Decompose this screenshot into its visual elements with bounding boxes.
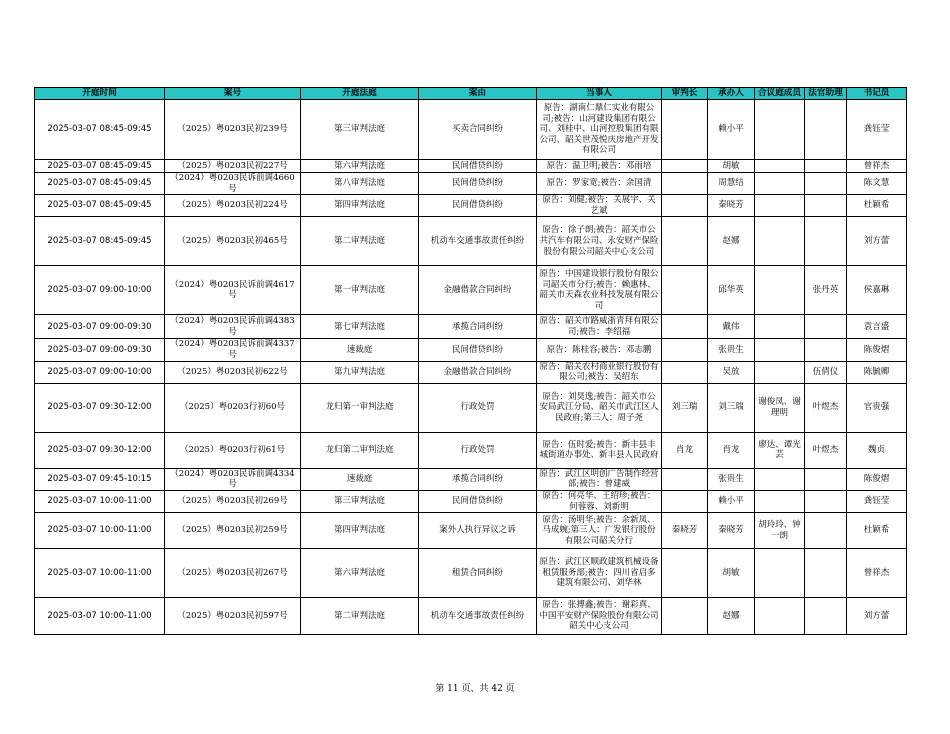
cell-cause: 承揽合同纠纷 (419, 468, 537, 490)
cell-parties: 原告：罗家宽;被告：余国清 (537, 173, 662, 195)
cell-case-no: （2025）粤0203民初224号 (165, 195, 301, 217)
cell-chief-judge (662, 339, 708, 361)
cell-chief-judge (662, 361, 708, 383)
table-row (35, 549, 907, 598)
header-assistant: 法官助理 (805, 88, 847, 100)
cell-parties: 原告：湖南仁鼎仁实业有限公司;被告：山河建设集团有限公司、刘桂中、山河控股集团有限公司、韶关世茂悦庆房地产开发有限公司 (537, 100, 662, 160)
cell-cause: 行政处罚 (419, 383, 537, 432)
cell-parties: 原告：韶关市路威浙青拜有限公司;被告：李绍福 (537, 315, 662, 339)
cell-court: 第六审判法庭 (301, 549, 419, 598)
cell-panel (755, 173, 805, 195)
cell-panel: 廖达、谭光芸 (755, 432, 805, 468)
cell-time: 2025-03-07 10:00-11:00 (35, 598, 165, 635)
hearing-schedule-table (34, 87, 907, 635)
cell-cause: 买卖合同纠纷 (419, 100, 537, 160)
cell-time: 2025-03-07 09:30-12:00 (35, 432, 165, 468)
header-parties: 当事人 (537, 88, 662, 100)
cell-panel (755, 339, 805, 361)
cell-panel: 谢俊凤、谢理明 (755, 383, 805, 432)
cell-cause: 金融借款合同纠纷 (419, 266, 537, 315)
cell-case-no: （2025）粤0203民初465号 (165, 217, 301, 266)
cell-time: 2025-03-07 09:00-09:30 (35, 339, 165, 361)
cell-handler: 胡敏 (708, 160, 755, 173)
cell-cause: 行政处罚 (419, 432, 537, 468)
cell-case-no: （2025）粤0203民初269号 (165, 490, 301, 512)
cell-panel (755, 549, 805, 598)
cell-parties: 原告：张搏鑫;被告：谢彩真、中国平安财产保险股份有限公司韶关中心支公司 (537, 598, 662, 635)
cell-case-no: （2024）粤0203民诉前调4660号 (165, 173, 301, 195)
cell-case-no: （2024）粤0203民诉前调4337号 (165, 339, 301, 361)
table-row (35, 100, 907, 160)
cell-court: 第六审判法庭 (301, 160, 419, 173)
cell-chief-judge (662, 160, 708, 173)
cell-assistant: 张丹英 (805, 266, 847, 315)
cell-handler: 肖龙 (708, 432, 755, 468)
cell-cause: 民间借贷纠纷 (419, 195, 537, 217)
cell-assistant: 叶煜杰 (805, 383, 847, 432)
cell-time: 2025-03-07 09:30-12:00 (35, 383, 165, 432)
cell-handler: 张贵生 (708, 468, 755, 490)
cell-time: 2025-03-07 09:00-09:30 (35, 315, 165, 339)
cell-handler: 张贵生 (708, 339, 755, 361)
cell-handler: 刘三瑞 (708, 383, 755, 432)
cell-panel: 胡玲玲、钟一朗 (755, 513, 805, 549)
cell-chief-judge (662, 173, 708, 195)
cell-assistant (805, 315, 847, 339)
cell-panel (755, 160, 805, 173)
cell-case-no: （2024）粤0203民诉前调4383号 (165, 315, 301, 339)
cell-assistant (805, 513, 847, 549)
cell-time: 2025-03-07 09:00-10:00 (35, 361, 165, 383)
cell-court: 龙归第二审判法庭 (301, 432, 419, 468)
header-clerk: 书记员 (847, 88, 907, 100)
cell-handler: 秦晓芳 (708, 195, 755, 217)
cell-parties: 原告：刘昊逸;被告：韶关市公安局武江分局、韶关市武江区人民政府;第三人：周子尧 (537, 383, 662, 432)
cell-chief-judge (662, 217, 708, 266)
table-row (35, 339, 907, 361)
cell-chief-judge (662, 549, 708, 598)
table-row (35, 173, 907, 195)
cell-handler: 赖小平 (708, 100, 755, 160)
cell-assistant (805, 468, 847, 490)
cell-court: 第二审判法庭 (301, 598, 419, 635)
cell-handler: 赵娜 (708, 598, 755, 635)
cell-court: 速裁庭 (301, 468, 419, 490)
header-case-no: 案号 (165, 88, 301, 100)
cell-time: 2025-03-07 08:45-09:45 (35, 160, 165, 173)
table-row (35, 195, 907, 217)
header-row (35, 88, 907, 100)
table-row (35, 160, 907, 173)
table-row (35, 513, 907, 549)
cell-time: 2025-03-07 10:00-11:00 (35, 490, 165, 512)
cell-parties: 原告：何亮华、王绍珍;被告：何蓉蓉、刘新明 (537, 490, 662, 512)
cell-chief-judge (662, 490, 708, 512)
header-panel: 合议庭成员 (755, 88, 805, 100)
cell-time: 2025-03-07 10:00-11:00 (35, 549, 165, 598)
table-row (35, 361, 907, 383)
cell-parties: 原告：武江区明创广告制作经营部;被告：曾建威 (537, 468, 662, 490)
cell-time: 2025-03-07 08:45-09:45 (35, 217, 165, 266)
cell-assistant (805, 195, 847, 217)
cell-time: 2025-03-07 08:45-09:45 (35, 100, 165, 160)
cell-assistant (805, 160, 847, 173)
cell-handler: 赖小平 (708, 490, 755, 512)
cell-parties: 原告：韶关农村商业银行股份有限公司;被告：吴绍东 (537, 361, 662, 383)
cell-case-no: （2025）粤0203民初597号 (165, 598, 301, 635)
cell-court: 第三审判法庭 (301, 100, 419, 160)
cell-case-no: （2025）粤0203行初60号 (165, 383, 301, 432)
cell-clerk: 陈文慧 (847, 173, 907, 195)
cell-chief-judge: 肖龙 (662, 432, 708, 468)
cell-clerk: 杜颖希 (847, 195, 907, 217)
cell-chief-judge: 刘三瑞 (662, 383, 708, 432)
cell-time: 2025-03-07 09:45-10:15 (35, 468, 165, 490)
cell-clerk: 侯嘉琳 (847, 266, 907, 315)
cell-time: 2025-03-07 09:00-10:00 (35, 266, 165, 315)
cell-clerk: 魏贞 (847, 432, 907, 468)
cell-clerk: 陈毓卿 (847, 361, 907, 383)
cell-cause: 民间借贷纠纷 (419, 173, 537, 195)
cell-court: 第一审判法庭 (301, 266, 419, 315)
cell-chief-judge: 秦晓芳 (662, 513, 708, 549)
cell-clerk: 杜颖希 (847, 513, 907, 549)
cell-assistant (805, 339, 847, 361)
cell-handler: 邱华英 (708, 266, 755, 315)
cell-cause: 民间借贷纠纷 (419, 160, 537, 173)
cell-panel (755, 598, 805, 635)
cell-court: 第七审判法庭 (301, 315, 419, 339)
cell-time: 2025-03-07 10:00-11:00 (35, 513, 165, 549)
header-time: 开庭时间 (35, 88, 165, 100)
cell-clerk: 陈俊熠 (847, 339, 907, 361)
cell-assistant (805, 490, 847, 512)
cell-cause: 机动车交通事故责任纠纷 (419, 217, 537, 266)
cell-time: 2025-03-07 08:45-09:45 (35, 173, 165, 195)
header-chief-judge: 审判长 (662, 88, 708, 100)
cell-case-no: （2024）粤0203民诉前调4617号 (165, 266, 301, 315)
cell-chief-judge (662, 100, 708, 160)
cell-case-no: （2025）粤0203民初227号 (165, 160, 301, 173)
cell-assistant: 伍倩仪 (805, 361, 847, 383)
cell-chief-judge (662, 315, 708, 339)
cell-assistant: 叶煜杰 (805, 432, 847, 468)
cell-parties: 原告：伍时爱;被告：新丰县丰城街道办事处、新丰县人民政府 (537, 432, 662, 468)
cell-cause: 承揽合同纠纷 (419, 315, 537, 339)
cell-parties: 原告：中国建设银行股份有限公司韶关市分行;被告：赖惠林、韶关市天森农业科技发展有限公司 (537, 266, 662, 315)
cell-clerk: 陈俊熠 (847, 468, 907, 490)
cell-panel (755, 217, 805, 266)
cell-parties: 原告：汤明华;被告：余新凤、马成婉;第三人：广发银行股份有限公司韶关分行 (537, 513, 662, 549)
cell-parties: 原告：武江区顺政建筑机械设备租赁服务部;被告：四川省启多建筑有限公司、刘华林 (537, 549, 662, 598)
cell-chief-judge (662, 598, 708, 635)
cell-clerk: 曾祥杰 (847, 549, 907, 598)
cell-panel (755, 490, 805, 512)
table-row (35, 468, 907, 490)
header-court: 开庭法庭 (301, 88, 419, 100)
cell-cause: 民间借贷纠纷 (419, 339, 537, 361)
cell-case-no: （2025）粤0203民初239号 (165, 100, 301, 160)
page-footer: 第 11 页、共 42 页 (435, 684, 515, 694)
table-row (35, 383, 907, 432)
cell-time: 2025-03-07 08:45-09:45 (35, 195, 165, 217)
cell-clerk: 刘方蕾 (847, 217, 907, 266)
cell-case-no: （2025）粤0203民初267号 (165, 549, 301, 598)
cell-handler: 赵娜 (708, 217, 755, 266)
cell-handler: 胡敏 (708, 549, 755, 598)
cell-court: 第二审判法庭 (301, 217, 419, 266)
table-row (35, 217, 907, 266)
cell-clerk: 官贵强 (847, 383, 907, 432)
cell-cause: 民间借贷纠纷 (419, 490, 537, 512)
cell-court: 第九审判法庭 (301, 361, 419, 383)
cell-handler: 戴伟 (708, 315, 755, 339)
cell-court: 第四审判法庭 (301, 195, 419, 217)
cell-court: 龙归第一审判法庭 (301, 383, 419, 432)
cell-cause: 案外人执行异议之诉 (419, 513, 537, 549)
cell-parties: 原告：温卫明;被告：邓雨培 (537, 160, 662, 173)
cell-panel (755, 195, 805, 217)
cell-handler: 周慧结 (708, 173, 755, 195)
cell-court: 第三审判法庭 (301, 490, 419, 512)
cell-court: 第四审判法庭 (301, 513, 419, 549)
cell-panel (755, 100, 805, 160)
cell-panel (755, 315, 805, 339)
cell-handler: 秦晓芳 (708, 513, 755, 549)
cell-assistant (805, 549, 847, 598)
cell-assistant (805, 217, 847, 266)
cell-parties: 原告：陈桂容;被告：邓志鹏 (537, 339, 662, 361)
cell-case-no: （2025）粤0203民初622号 (165, 361, 301, 383)
cell-cause: 金融借款合同纠纷 (419, 361, 537, 383)
cell-parties: 原告：刘健;被告：关展宇、关艺斌 (537, 195, 662, 217)
cell-court: 第八审判法庭 (301, 173, 419, 195)
cell-chief-judge (662, 266, 708, 315)
table-row (35, 490, 907, 512)
cell-chief-judge (662, 468, 708, 490)
table-row (35, 266, 907, 315)
cell-clerk: 曾祥杰 (847, 160, 907, 173)
table-row (35, 598, 907, 635)
cell-case-no: （2025）粤0203行初61号 (165, 432, 301, 468)
cell-court: 速裁庭 (301, 339, 419, 361)
cell-clerk: 刘方蕾 (847, 598, 907, 635)
cell-panel (755, 468, 805, 490)
cell-cause: 租赁合同纠纷 (419, 549, 537, 598)
header-cause: 案由 (419, 88, 537, 100)
cell-assistant (805, 598, 847, 635)
header-handler: 承办人 (708, 88, 755, 100)
cell-clerk: 袁言盛 (847, 315, 907, 339)
cell-cause: 机动车交通事故责任纠纷 (419, 598, 537, 635)
cell-panel (755, 361, 805, 383)
cell-assistant (805, 100, 847, 160)
cell-clerk: 龚钰莹 (847, 490, 907, 512)
cell-assistant (805, 173, 847, 195)
cell-case-no: （2024）粤0203民诉前调4334号 (165, 468, 301, 490)
cell-clerk: 龚钰莹 (847, 100, 907, 160)
cell-panel (755, 266, 805, 315)
cell-chief-judge (662, 195, 708, 217)
table-row (35, 432, 907, 468)
cell-handler: 吴放 (708, 361, 755, 383)
cell-parties: 原告：徐子朗;被告：韶关市公共汽车有限公司、永安财产保险股份有限公司韶关中心支公司 (537, 217, 662, 266)
table-row (35, 315, 907, 339)
cell-case-no: （2025）粤0203民初259号 (165, 513, 301, 549)
